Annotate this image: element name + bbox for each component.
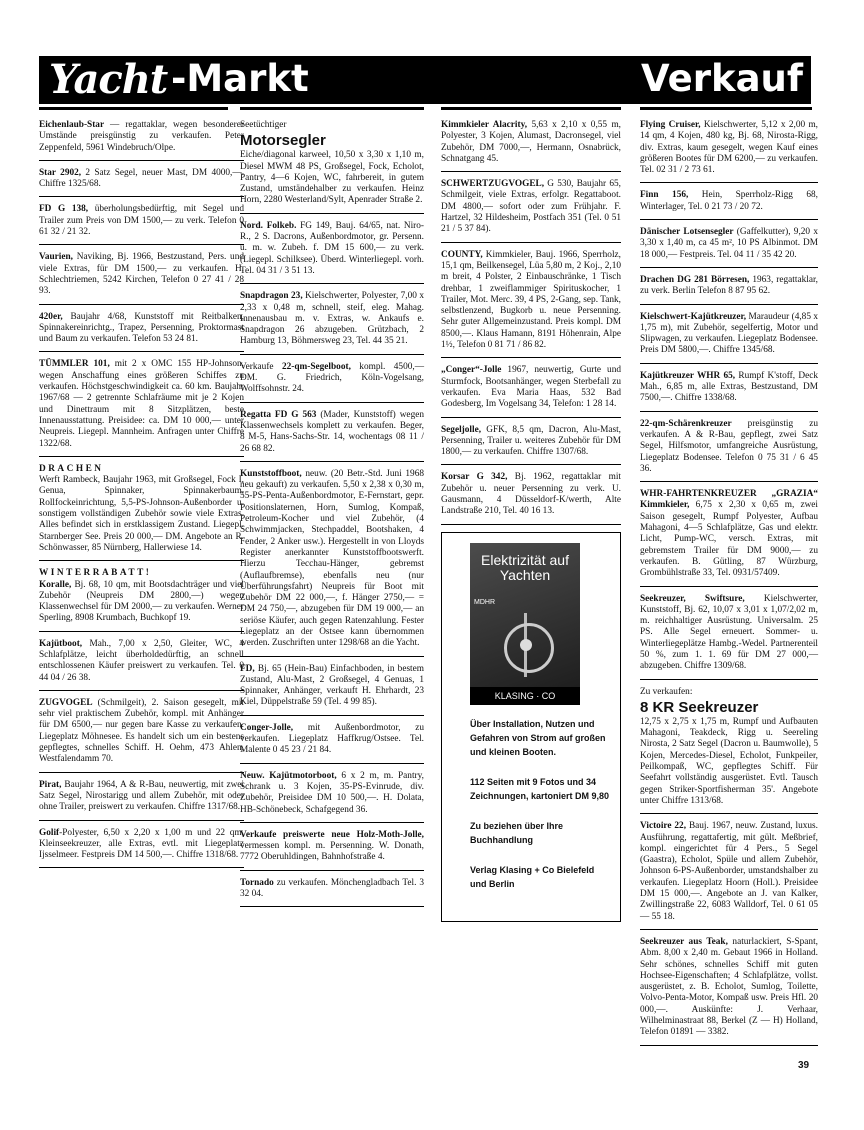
book-availability: Zu beziehen über Ihre Buchhandlung: [470, 820, 564, 845]
classified-ad: [39, 120, 244, 161]
ad-text: Kielschwerter, Polyester, 7,00 x 2,33 x 0,48 m, schnell, steif, eleg. Mahag. Innenausbau m. v. Extras, w. Ankaufs e. Snapdragon 26 abzugeben. Grützbach, 2 Hamburg 13, Böhmersweg 23, Tel. 44 35 21.: [240, 291, 424, 347]
classified-ad: [441, 472, 621, 524]
ad-text: — regattaklar, wegen besonderer Umstände preisgünstig zu verkaufen. Peter Zeppenfeld, 5961 Windebruch/Olpe.: [39, 120, 244, 153]
ad-text: FG 149, Bauj. 64/65, nat. Niro-R., 2 S. Dacrons, Außenbordmotor, gr. Persenn. u. m. w. Zubeh. f. DM 15 600,— zu verk. (Liegepl. Schilksee). Überd. Winterliegepl. vorh. Tel. 04 31 / 3 51 13.: [240, 220, 424, 276]
ad-text: zu verkaufen. Mönchengladbach Tel. 3 32 04.: [240, 877, 424, 900]
classified-ad: [640, 594, 818, 680]
ad-lead: Star 2902,: [39, 167, 82, 178]
book-advertisement: [441, 532, 621, 922]
classified-ad: [441, 365, 621, 417]
column-3: [441, 120, 621, 922]
classified-ad: [640, 821, 818, 930]
ad-text: Bj. 1962, regattaklar mit Zubehör u. neuer Persenning zu verk. U. Gausmann, 4 Düsseldorf-K/werth, Alte Landstraße 210, Tel. 40 16 13.: [441, 472, 621, 517]
classified-ad: [240, 664, 424, 716]
ad-lead: Golif: [39, 827, 60, 838]
classified-ad: [39, 464, 244, 561]
ad-lead: WHR-FAHRTENKREUZER „GRAZIA“ Kimmkieler,: [640, 489, 818, 511]
ad-headline: Motorsegler: [240, 132, 326, 150]
section-title: Verkauf: [641, 57, 803, 100]
ad-lead: Conger-Jolle,: [240, 722, 294, 733]
ad-text: (Mader, Kunststoff) wegen Klassenwechsels komplett zu verkaufen. Beger, 8 M-5, Hans-Sachs-Str. 14, wochentags 08 11 / 26 68 82.: [240, 409, 424, 454]
classified-ad: [640, 419, 818, 482]
ad-text: 5,63 x 2,10 x 0,55 m, Polyester, 3 Kojen, Alumast, Dacronsegel, viel Zubehör, DM 7000,—, Hermann, Osnabrück, Schnatgang 45.: [441, 120, 622, 164]
ad-text: 12,75 x 2,75 x 1,75 m, Rumpf und Aufbauten Mahagoni, Teakdeck, Rigg u. Seereling Nirosta, 2 Satz Segel (Dacron u. Baumwolle), 5 Kojen, Mercedes-Diesel, Echolot, Funkpeiler, Peilkompaß, WC, gepflegtes Schiff. Für Seefahrt vollständig ausgerüstet. Evtl. Tausch gegen Striker-Sportfisherman 35'. Angebote unter Chiffre 1313/68.: [640, 716, 818, 806]
page-number: 39: [798, 1060, 810, 1071]
ad-lead: Kunststoffboot,: [240, 468, 302, 479]
ad-lead: Tornado: [240, 877, 274, 888]
ad-lead: Regatta FD G 563: [240, 409, 317, 420]
classified-ad: [39, 698, 244, 773]
book-publisher: Verlag Klasing + Co Bielefeld und Berlin: [470, 864, 595, 889]
ad-lead: „Conger“-Jolle: [441, 365, 502, 376]
classified-ad: [640, 120, 818, 183]
ad-lead: Seekreuzer aus Teak,: [640, 936, 728, 947]
ad-lead: ZUGVOGEL: [39, 697, 93, 708]
classified-ad: [240, 221, 424, 284]
classified-ad: [39, 252, 244, 304]
classified-ad: [441, 425, 621, 466]
classified-ad: [640, 371, 818, 412]
ad-heading: DRACHEN: [39, 463, 104, 474]
ad-text: neuw. (20 Betr.-Std. Juni 1968 neu gekauft) zu verkaufen. 5,50 x 2,38 x 0,30 m, 55-PS-Penta-Außenbordmotor, E-Fernstart, gepr. Positionslaternen, Horn, Sumlog, Kompaß, Petroleum-Kocher und viel Zubehör, (4 Schwimmjacken, Stechpaddel, Bootshaken, 4 Fender, 2 Anker usw.). Hergestellt in von Lloyds Register anerkannter Kunststoffbootswerft. Hierzu Tecchau-Hänger, gebremst (Auflaufbremse), ebenfalls neu (nur Überführungsfahrt) Neupreis für Boot mit Zubehör DM 22 000,—, f. Hänger 2750,— = DM 24 750,—, abzugeben für DM 19 000,— an seriöse Käufer, auch gegen Ratenzahlung. Fester Liegeplatz an der Ostsee kann übernommen werden. Zuschriften unter 1298/68 an die Yacht.: [240, 468, 424, 649]
column-2: [240, 120, 424, 914]
ad-text: 6 x 2 m, m. Pantry, Schrank u. 3 Kojen, 35-PS-Evinrude, div. Zubehör, Preisidee DM 10 500,—. H. Dolata, HB-Schönebeck, Schafgegend 36.: [240, 770, 424, 815]
masthead-title: -Markt: [171, 57, 309, 100]
classified-ad: [441, 120, 621, 172]
ad-text: Kielschwerter, Kunststoff, Bj. 62, 10,07 x 3,01 x 1,07/2,02 m, m. reichhaltiger Ausrüstung. Universalm. 25 PS. Alle Segel erneuert. Sommer- u. Winterliegeplätze Hambg.-Wedel. Partnerenteil 50 %, zum 1. 1. 69 für DM 27 000,— abzugeben. Chiffre 1309/68.: [640, 593, 818, 672]
divider: [640, 107, 812, 110]
ad-lead: Kajütkreuzer WHR 65,: [640, 370, 736, 381]
ad-text: Kielschwerter, 5,12 x 2,00 m, 14 qm, 4 Kojen, 480 kg, Bj. 68, Nirosta-Rigg, div. Extras, kaum gesegelt, wegen Kauf eines größeren Bootes für DM 6200,— zu verkaufen. Tel. 02 31 / 2 73 61.: [640, 120, 818, 176]
ad-lead: FD,: [240, 663, 255, 674]
ad-lead: FD G 138,: [39, 204, 89, 215]
ad-lead: 22-qm-Schärenkreuzer: [640, 418, 732, 429]
ad-text: naturlackiert, S-Spant, Abm. 8,00 x 2,40 m. Gebaut 1966 in Holland. Sehr schönes, schnelles Schiff mit guten Hochsee-Eigenschaften; 4 Schlafplätze, vollst. ausgerüstet, z. B. Echolot, Sumlog, Toilette, Volvo-Penta-Motor, Kompaß usw. Preis Hfl. 20 000,—. Auskünfte: J. Verhaar, Wilhelminastraat 88, Berkel (Z — H) Holland, Telefon 01891 — 3382.: [640, 936, 818, 1038]
classified-ad: [441, 250, 621, 359]
ad-text: überholungsbedürftig, mit Segel und Trailer zum Preis von DM 1500,— zu verk. Telefon 0 61 32 / 21 32.: [39, 204, 244, 238]
classified-ad: [39, 568, 244, 631]
ad-text: Naviking, Bj. 1966, Bestzustand, Pers. und viele Extras, für DM 1500,— zu verkaufen. H. Schlechtriemen, 5242 Kirchen, Telefon 0 27 41 / 28 93.: [39, 252, 244, 297]
ad-lead: Snapdragon 23,: [240, 291, 303, 302]
ad-lead: Pirat,: [39, 779, 62, 790]
ad-text: Maraudeur (4,85 x 1,75 m), mit Zubehör, segelfertig, Motor und Slipwagen, zu verkaufen. Liegeplatz Bodensee. Preis DM 5800,—. Chiffre 1345/68.: [640, 311, 818, 356]
ad-prefix: Verkaufe: [240, 361, 282, 372]
ad-lead: Kielschwert-Kajütkreuzer,: [640, 311, 747, 322]
ad-lead: Neuw. Kajütmotorboot,: [240, 770, 337, 781]
book-description: Über Installation, Nutzen und Gefahren von Strom auf großen und kleinen Booten.: [470, 718, 606, 757]
ad-lead: SCHWERTZUGVOGEL,: [441, 179, 545, 190]
ad-lead: Kajütboot,: [39, 638, 83, 649]
ad-text: Bj. 65 (Hein-Bau) Einfachboden, in bestem Zustand, Alu-Mast, 2 Großsegel, 4 Genuas, 1 Spinnaker, Anhänger, verkauft H. Ehrhardt, 23 Kiel, Düppelstraße 59 (Tel. 4 99 85).: [240, 663, 424, 708]
classified-ad: [240, 291, 424, 354]
ad-text: (Schmilgeit), 2. Saison gesegelt, mit sehr viel praktischem Zubehör, kompl. mit Anhänger für DM 6500,— nur gegen bare Kasse zu verkaufen. Liegeplatz Möhnesee. Es handelt sich um ein bestens gepflegtes, schnelles Schiff. H. Oehm, 473 Ahlen, Westfalendamm 70.: [39, 697, 244, 765]
classified-ad: [441, 179, 621, 242]
book-cover-publisher: KLASING · CO: [470, 687, 580, 705]
ad-lead: 420er,: [39, 311, 63, 322]
brand-logo: Yacht: [49, 56, 168, 103]
ad-lead: Verkaufe preiswerte neue Holz-Moth-Jolle,: [240, 829, 424, 840]
ad-lead: Vaurien,: [39, 252, 74, 263]
ad-lead: Drachen DG 281 Börresen,: [640, 274, 750, 285]
classified-ad: [640, 227, 818, 268]
classified-ad: [240, 362, 424, 403]
ad-text: 1967, neuwertig, Gurte und Sturmfock, Bootsanhänger, wegen Sterbefall zu verkaufen. Eva Maria Haas, 532 Bad Godesberg, Im Vogelsang 34, Telefon: 1 28 14.: [441, 365, 621, 410]
ad-text: Kimmkieler, Bauj. 1966, Sperrholz, 15,1 qm, Beilkensegel, Lüa 5,80 m, 2 Koj., 2,10 m breit, 4 Polster, 2 Einbauschränke, 1 Tisch drehbar, 1 zweiflammiger Spirituskocher, 1 Trailer, Mot. Merc. 39, 4 PS, 2-Gang, sep. Tank, selbstlenzend, Bugkorb u. neue Persenning. Sehr guter Allgemeinzustand. Preis kompl. DM 8500,—. Klaus Hamann, 8191 Höhenrain, Alpe 1½, Telefon 0 81 71 / 86 82.: [441, 249, 621, 351]
column-1: [39, 120, 244, 875]
classified-ad: [640, 937, 818, 1046]
ad-text: Rumpf K'stoff, Deck Mah., 6,85 m, alle Extras, Bestzustand, DM 7500,—. Chiffre 1338/68.: [640, 370, 818, 404]
ad-intro: Zu verkaufen:: [640, 686, 693, 697]
ad-text: -Polyester, 6,50 x 2,20 x 1,00 m und 22 qm, Kleinseekreuzer, alle Extras, evtl. mit Liegeplatz Ijsselmeer. Festpreis DM 14 500,—. Chiffre 1318/68.: [39, 827, 244, 861]
masthead-banner: [39, 56, 811, 104]
classified-ad: [640, 312, 818, 364]
ad-text: Bauj. 1967, neuw. Zustand, luxus. Ausführung, regattafertig, mit gült. Meßbrief, kompl. eingerichtet für 4 Pers., 5 Segel (Gaastra), Echolot, Spüle und allem Zubehör, Johnson 6-PS-Außenborder, umstandshalber zu verkaufen. Liegeplatz Hoorn (Holl.). Preisidee DM 15 000,—. Angebote an J. van Kalker, Zwillingstraße 22, 6083 Walldorf, Tel. 0 61 05 — 55 18.: [640, 821, 818, 922]
classified-ad: [39, 639, 244, 691]
book-cover-title: Elektrizität auf Yachten: [481, 551, 569, 583]
ad-text: 6,75 x 2,30 x 0,65 m, zwei Saison gesegelt, Rumpf Polyester, Aufbau Mahagoni, 4—5 Schlafplätze, Gas und elektr. Licht, Pump-WC, versch. Extras, mit gebremstem Trailer für DM 9000,— zu verkaufen. B. Gütling, 87 Würzburg, Grombühlstraße 33, Tel. 0931/57409.: [640, 500, 818, 579]
divider: [39, 107, 228, 110]
classified-ad: [39, 828, 244, 869]
classified-ad: [39, 780, 244, 821]
classified-ad: [640, 190, 818, 220]
ad-lead: Finn 156,: [640, 190, 689, 201]
ad-text: 1963, regattaklar, zu verk. Berlin Telefon 8 87 95 62.: [640, 274, 818, 297]
ad-text: mit 2 x OMC 155 HP-Johnson, wegen Anschaffung eines größeren Schiffes zu verkaufen. Höchstgeschwindigkeit ca. 60 km. Baujahr 1967/68 — 2 getrennte Schlafräume mit je 2 Kojen und Dinettraum mit 8 Sitzplätzen, beste Innenausstattung. Preisidee: ca. DM 10 000,— unter Neupreis. Liegepl. Mannheim. Anfragen unter Chiffre 1322/68.: [39, 359, 244, 449]
ad-text: Baujahr 4/68, Kunststoff mit Reitbalken, Spinnakereinrichtg., Trapez, Persenning, Proktormast und Baum zu verkaufen. Telefon 53 24 81.: [39, 311, 244, 345]
ad-text: Werft Rambeck, Baujahr 1963, mit Großsegel, Fock I, Genua, Spinnaker, Spinnakerbaum, Rollfockeinrichtung, 5,5-PS-Johnson-Außenborder u. sonstigem vollständigen Zubehör sowie viele Extras. Alles befindet sich in erstklassigem Zustand. Liegepl. Starnberger See. Preis 20 000,— DM. Angebote an R. Schönwasser, 85 Nürnberg, Hallerwiese 14.: [39, 475, 244, 553]
classified-ad: [240, 878, 424, 908]
ad-lead: Seekreuzer, Swiftsure,: [640, 593, 745, 604]
ad-lead: Korsar G 342,: [441, 472, 508, 483]
book-cover: [470, 543, 580, 705]
ad-lead: 22-qm-Segelboot,: [281, 361, 351, 372]
classified-ad: [240, 771, 424, 823]
classified-ad: [39, 312, 244, 353]
ad-lead: Nord. Folkeb.: [240, 220, 297, 231]
ad-lead: Victoire 22,: [640, 821, 687, 832]
ad-text: Eiche/diagonal karweel, 10,50 x 3,30 x 1,10 m, Diesel MWM 48 PS, Großsegel, Fock, Echolot, Pantry, 4—6 Kojen, WC, fahrbereit, in gutem Zustand, umständehalber zu verkaufen. Heinz Horn, 2280 Westerland/Sylt, Apenrader Straße 2.: [240, 150, 424, 206]
divider: [240, 107, 424, 110]
divider: [441, 107, 621, 110]
classified-ad: [240, 830, 424, 871]
classified-ad: [240, 410, 424, 462]
ad-text: Bj. 68, 10 qm, mit Bootsdachträger und viel Zubehör (Neupreis DM 2800,—) wegen Klassenwechsel für DM 2000,— zu verkaufen. Werner Sperling, 8908 Krumbach, Buchkopf 19.: [39, 579, 244, 624]
ad-text: Mah., 7,00 x 2,50, Gleiter, WC, 4 Schlafplätze, leicht überholdedürftig, an schnell entschlossenen Käufer preiswert zu verkaufen. Tel. 0 44 04 / 26 38.: [39, 638, 244, 683]
ad-lead: Flying Cruiser,: [640, 120, 701, 130]
ad-lead: Dänischer Lotsensegler: [640, 227, 734, 238]
classified-ad: [39, 168, 244, 198]
classified-ad: [640, 687, 818, 815]
ad-lead: Kimmkieler Alacrity,: [441, 120, 528, 130]
ad-text: preisgünstig zu verkaufen. A & R-Bau, gepflegt, zwei Satz Segel, Hilfsmotor, umfangreiche Ausrüstung, Liegeplatz Bodensee. Telefon 0 75 31 / 6 45 36.: [640, 418, 818, 474]
ad-lead: Eichenlaub-Star: [39, 120, 105, 130]
ad-text: GFK, 8,5 qm, Dacron, Alu-Mast, Persenning, Trailer u. weiteres Zubehör für DM 1800,— zu verkaufen. Chiffre 1307/68.: [441, 424, 621, 458]
ad-lead: Segeljolle,: [441, 424, 482, 435]
ad-heading: WINTERRABATT!: [39, 568, 152, 579]
classified-ad: [640, 489, 818, 586]
ad-intro: Seetüchtiger: [240, 120, 287, 130]
ad-text: mit Außenbordmotor, zu verkaufen. Liegeplatz Haffkrug/Ostsee. Tel. Malente 0 45 23 / 21 84.: [240, 722, 424, 756]
classified-ad: [39, 204, 244, 245]
wheel-hub-icon: [520, 639, 532, 651]
book-details: 112 Seiten mit 9 Fotos und 34 Zeichnungen, kartoniert DM 9,80: [470, 776, 610, 801]
classified-ad: [240, 120, 424, 214]
classified-ad: [240, 469, 424, 657]
classified-ad: [39, 359, 244, 456]
ad-text: 2 Satz Segel, neuer Mast, DM 4000,—. Chiffre 1325/68.: [39, 167, 244, 190]
ad-lead: COUNTY,: [441, 249, 483, 260]
ad-text: Baujahr 1964, A & R-Bau, neuwertig, mit zwei Satz Segel, Nirostarigg und allem Zubehör, mit oder ohne Trailer, preiswert zu verkaufen. Chiffre 1317/68.: [39, 779, 244, 813]
ad-lead: Koralle,: [39, 579, 72, 590]
classified-ad: [240, 723, 424, 764]
ad-lead: TÜMMLER 101,: [39, 359, 110, 370]
classified-ad: [640, 275, 818, 305]
ad-text: kompl. 4500,— DM. G. Friedrich, Köln-Vogelsang, Wolffsohnstr. 24.: [240, 361, 424, 395]
book-cover-label: MDHR: [474, 598, 495, 606]
ad-text: Hein, Sperrholz-Rigg 68, Winterlager, Tel. 0 21 73 / 20 72.: [640, 190, 819, 212]
ad-headline: 8 KR Seekreuzer: [640, 698, 759, 716]
ad-text: G 530, Baujahr 65, Schmilgeit, viele Extras, erfolgr. Regattaboot. DM 4800,— sofort oder zum Frühjahr. F. Hartzel, 32 Hildesheim, Postfach 351 (Tel. 0 51 21 / 5 37 84).: [441, 179, 621, 235]
column-4: [640, 120, 818, 1053]
ad-text: vermessen kompl. m. Persenning. W. Donath, 7772 Oberuhldingen, Bahnhofstraße 4.: [240, 841, 424, 863]
ad-text: (Gaffelkutter), 9,20 x 3,30 x 1,40 m, ca 45 m², 10 PS Albinmot. DM 18 000,— Festpreis. Tel. 04 11 / 35 42 20.: [640, 227, 818, 260]
